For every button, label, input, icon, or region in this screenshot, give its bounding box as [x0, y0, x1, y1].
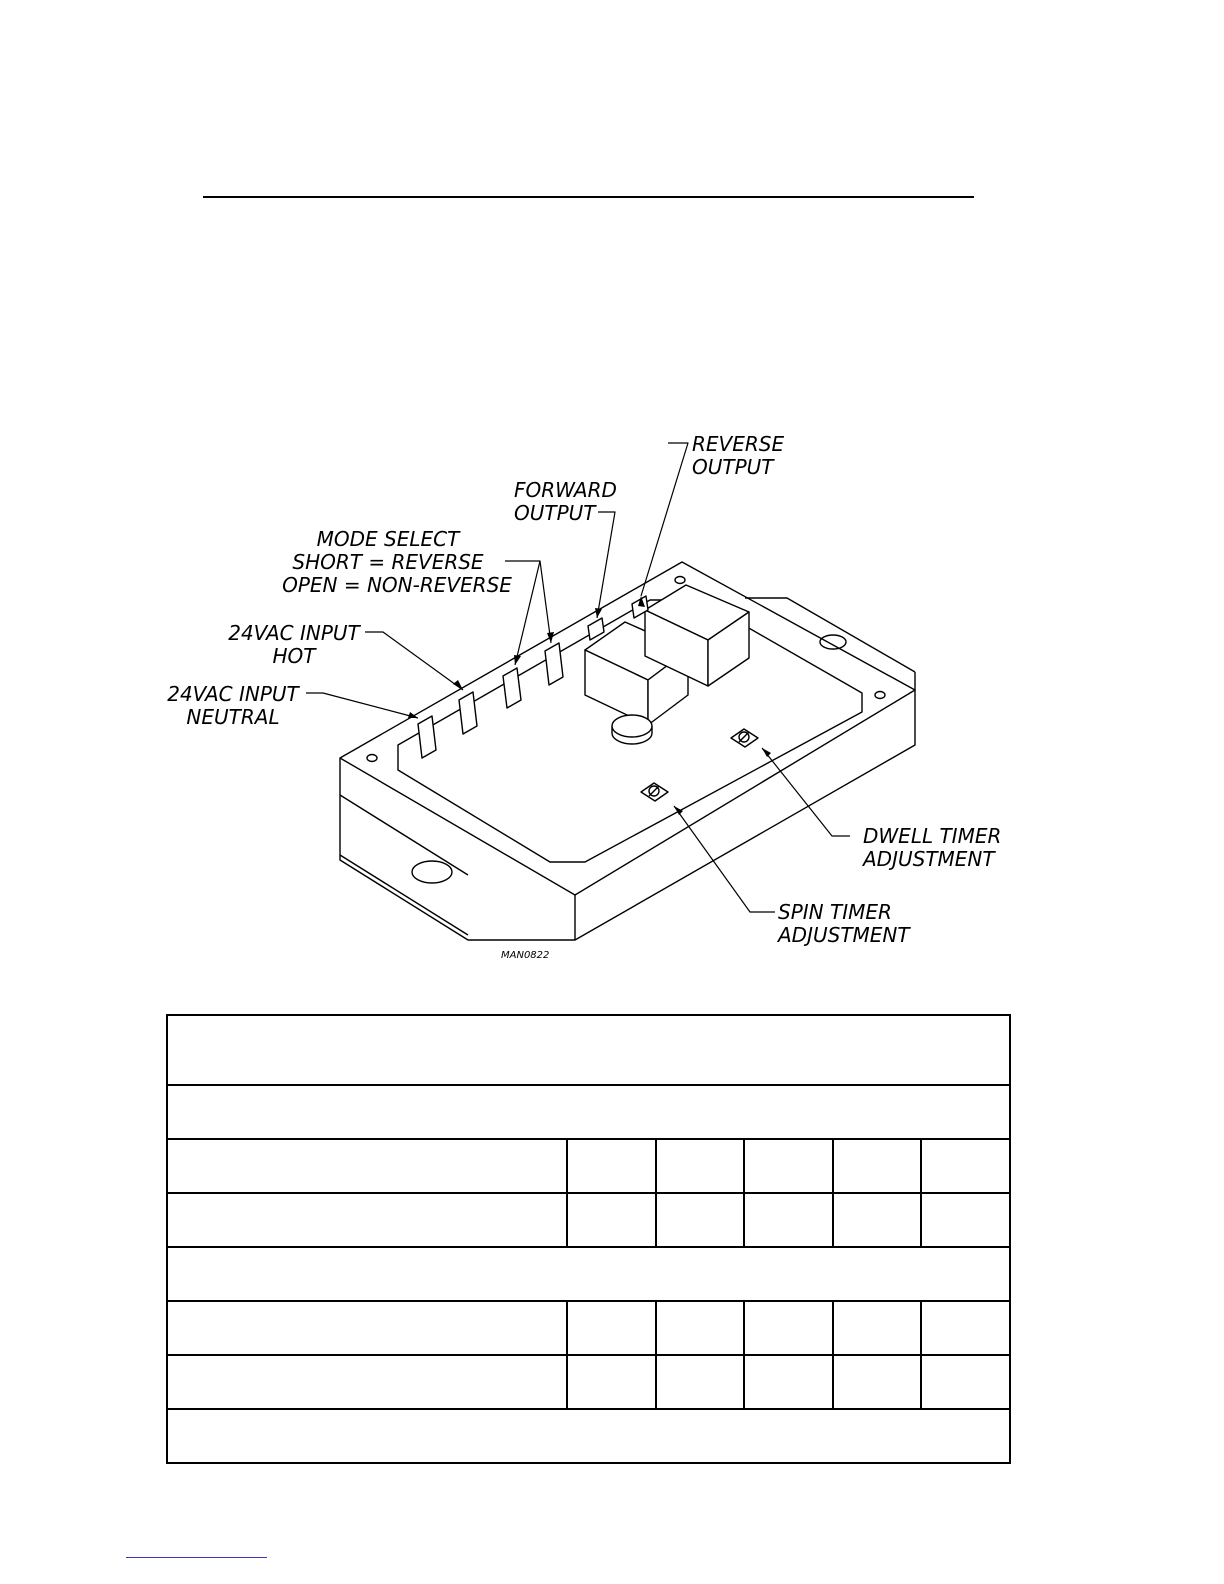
footer-link-underline[interactable]: [126, 1557, 267, 1558]
dwell-timer-label: DWELL TIMER ADJUSTMENT: [863, 824, 1002, 871]
table-cell: [567, 1193, 656, 1247]
table-cell: [656, 1301, 744, 1355]
table-cell: [167, 1085, 1010, 1139]
table-cell: [833, 1193, 921, 1247]
table-row: [167, 1355, 1010, 1409]
reverse-output-label: REVERSE OUTPUT: [692, 432, 785, 479]
input-hot-label: 24VAC INPUT HOT: [228, 621, 360, 668]
table-row: [167, 1139, 1010, 1193]
table-row: [167, 1015, 1010, 1085]
capacitor: [612, 715, 652, 744]
table-cell: [567, 1139, 656, 1193]
table-row: [167, 1247, 1010, 1301]
mode-select-label: MODE SELECT SHORT = REVERSE OPEN = NON-REVERSE: [282, 527, 512, 597]
table-row: [167, 1193, 1010, 1247]
table-row: [167, 1085, 1010, 1139]
table-cell: [167, 1355, 567, 1409]
table-cell: [744, 1355, 833, 1409]
table-cell: [167, 1247, 1010, 1301]
table-cell: [921, 1301, 1010, 1355]
table-cell: [656, 1193, 744, 1247]
table-cell: [567, 1355, 656, 1409]
table-cell: [656, 1139, 744, 1193]
table-cell: [744, 1301, 833, 1355]
table-cell: [167, 1409, 1010, 1463]
input-neutral-label: 24VAC INPUT NEUTRAL: [167, 682, 299, 729]
table-cell: [167, 1139, 567, 1193]
table-cell: [833, 1355, 921, 1409]
table-cell: [567, 1301, 656, 1355]
table-cell: [833, 1139, 921, 1193]
forward-output-label: FORWARD OUTPUT: [514, 478, 617, 525]
table-cell: [167, 1301, 567, 1355]
table-cell: [921, 1355, 1010, 1409]
table-row: [167, 1301, 1010, 1355]
table-cell: [921, 1139, 1010, 1193]
drawing-number: MAN0822: [501, 950, 550, 961]
specification-table: [166, 1014, 1011, 1464]
table-cell: [744, 1193, 833, 1247]
table-cell: [921, 1193, 1010, 1247]
table-cell: [656, 1355, 744, 1409]
table-cell: [744, 1139, 833, 1193]
table-cell: [833, 1301, 921, 1355]
table-row: [167, 1409, 1010, 1463]
table-cell: [167, 1193, 567, 1247]
spin-timer-label: SPIN TIMER ADJUSTMENT: [778, 900, 910, 947]
table-cell: [167, 1015, 1010, 1085]
